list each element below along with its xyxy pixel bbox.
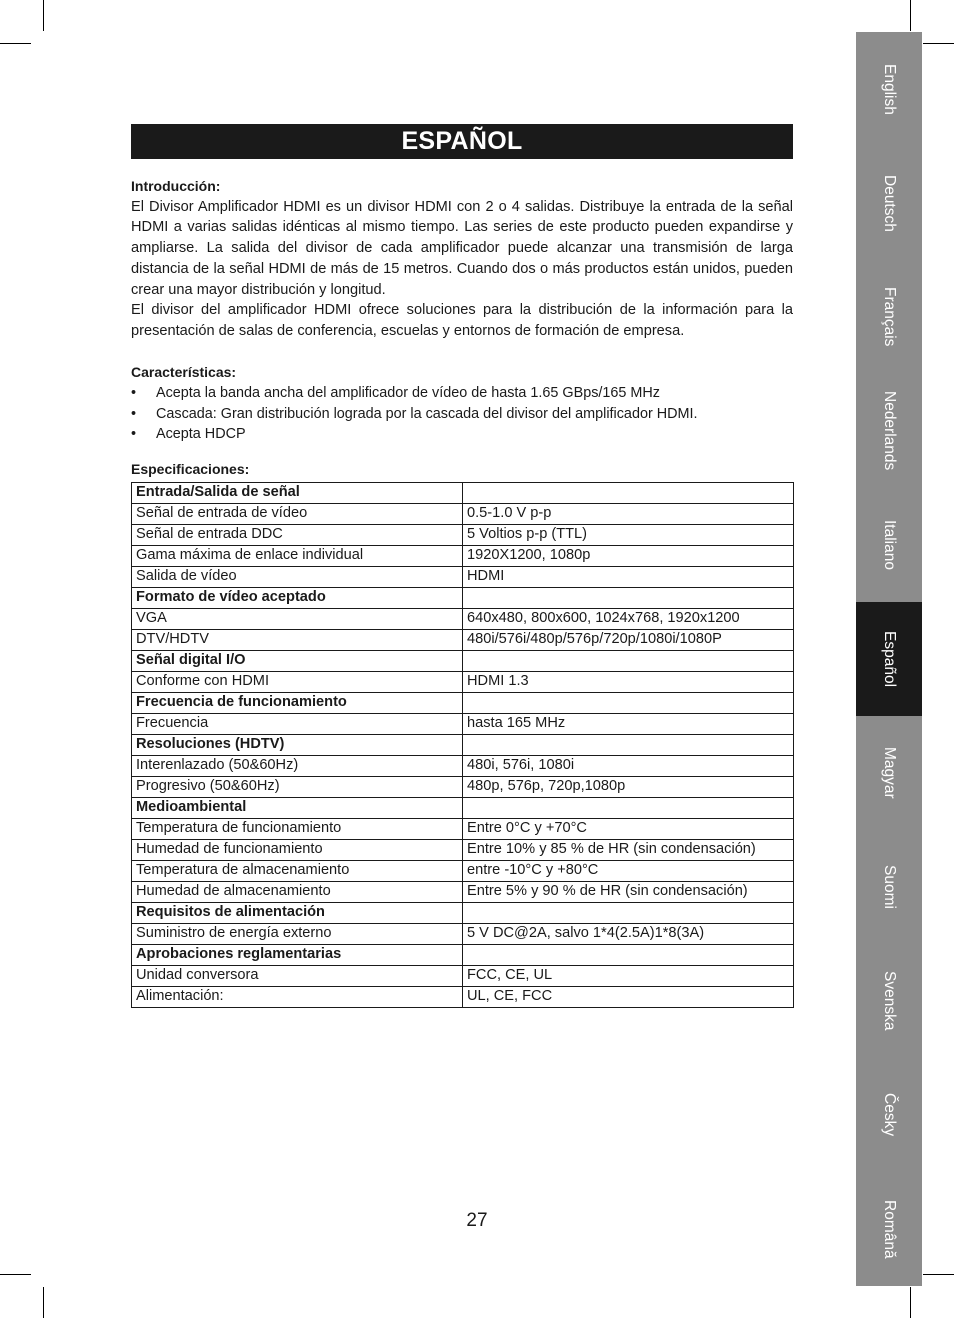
language-tab-label: Magyar bbox=[881, 747, 898, 799]
spec-value-cell bbox=[463, 482, 794, 503]
spec-value-cell: UL, CE, FCC bbox=[463, 986, 794, 1007]
spec-label-cell: Resoluciones (HDTV) bbox=[132, 734, 463, 755]
table-row bbox=[132, 503, 794, 524]
spec-label-cell: Aprobaciones reglamentarias bbox=[132, 944, 463, 965]
crop-mark bbox=[923, 1274, 954, 1275]
language-tab-label: Svenska bbox=[881, 971, 898, 1031]
main-content bbox=[131, 176, 793, 1008]
table-row bbox=[132, 776, 794, 797]
spec-value-cell: HDMI 1.3 bbox=[463, 671, 794, 692]
spec-value-cell: 1920X1200, 1080p bbox=[463, 545, 794, 566]
specs-heading: Especificaciones: bbox=[131, 461, 250, 478]
table-row bbox=[132, 566, 794, 587]
language-tab-suomi[interactable] bbox=[856, 830, 922, 944]
spec-label-cell: VGA bbox=[132, 608, 463, 629]
language-tab-magyar[interactable] bbox=[856, 716, 922, 830]
crop-mark bbox=[0, 43, 31, 44]
language-tab-français[interactable] bbox=[856, 260, 922, 374]
language-tab-label: Français bbox=[881, 287, 898, 347]
intro-paragraph: El divisor del amplificador HDMI ofrece soluciones para la distribución de la información para la presentación de salas de conferencia, escuelas y entornos de formación de empresa. bbox=[131, 302, 793, 339]
features-heading: Características: bbox=[131, 364, 237, 381]
spec-label-cell: Salida de vídeo bbox=[132, 566, 463, 587]
spec-value-cell: 480p, 576p, 720p,1080p bbox=[463, 776, 794, 797]
table-row bbox=[132, 902, 794, 923]
intro-heading: Introducción: bbox=[131, 178, 221, 194]
crop-mark bbox=[910, 0, 911, 31]
language-tab-deutsch[interactable] bbox=[856, 146, 922, 260]
language-tab-nederlands[interactable] bbox=[856, 374, 922, 488]
spec-value-cell: Entre 10% y 85 % de HR (sin condensación) bbox=[463, 839, 794, 860]
list-item: • Acepta la banda ancha del amplificador de vídeo de hasta 1.65 GBps/165 MHz bbox=[131, 383, 793, 404]
table-row bbox=[132, 818, 794, 839]
spec-value-cell bbox=[463, 944, 794, 965]
spec-label-cell: Interenlazado (50&60Hz) bbox=[132, 755, 463, 776]
spec-label-cell: Unidad conversora bbox=[132, 965, 463, 986]
language-tab-svenska[interactable] bbox=[856, 944, 922, 1058]
spec-value-cell bbox=[463, 692, 794, 713]
table-row bbox=[132, 860, 794, 881]
spec-label-cell: Temperatura de almacenamiento bbox=[132, 860, 463, 881]
spec-value-cell: 5 V DC@2A, salvo 1*4(2.5A)1*8(3A) bbox=[463, 923, 794, 944]
spec-label-cell: Alimentación: bbox=[132, 986, 463, 1007]
spec-value-cell: Entre 0°C y +70°C bbox=[463, 818, 794, 839]
spec-value-cell: entre -10°C y +80°C bbox=[463, 860, 794, 881]
spec-label-cell: Suministro de energía externo bbox=[132, 923, 463, 944]
spec-label-cell: Humedad de almacenamiento bbox=[132, 881, 463, 902]
table-row bbox=[132, 692, 794, 713]
crop-mark bbox=[910, 1287, 911, 1318]
spec-label-cell: Frecuencia bbox=[132, 713, 463, 734]
language-tab-español[interactable] bbox=[856, 602, 922, 716]
intro-paragraph: El Divisor Amplificador HDMI es un divisor HDMI con 2 o 4 salidas. Distribuye la entrada de la señal HDMI a varias salidas idénticas al mismo tiempo. Las series de este producto pueden expandirse y ampliarse. La salida del divisor de cada amplificador puede alcanzar una transmisión de larga distancia de la señal HDMI de más de 15 metros. Cuando dos o más productos están unidos, pueden crear una mayor distribución y longitud. bbox=[131, 198, 793, 298]
spec-label-cell: Señal de entrada de vídeo bbox=[132, 503, 463, 524]
table-row bbox=[132, 629, 794, 650]
language-tab-label: Español bbox=[881, 630, 898, 687]
crop-mark bbox=[0, 1274, 31, 1275]
table-row bbox=[132, 545, 794, 566]
crop-mark bbox=[923, 43, 954, 44]
table-row bbox=[132, 839, 794, 860]
spec-label-cell: Señal digital I/O bbox=[132, 650, 463, 671]
language-tab-label: Română bbox=[881, 1199, 898, 1259]
table-row bbox=[132, 944, 794, 965]
table-row bbox=[132, 482, 794, 503]
spec-value-cell: FCC, CE, UL bbox=[463, 965, 794, 986]
spec-label-cell: Requisitos de alimentación bbox=[132, 902, 463, 923]
spec-value-cell: 480i, 576i, 1080i bbox=[463, 755, 794, 776]
language-tab-label: Italiano bbox=[881, 520, 898, 570]
table-row bbox=[132, 734, 794, 755]
table-row bbox=[132, 986, 794, 1007]
language-tab-česky[interactable] bbox=[856, 1058, 922, 1172]
spec-value-cell: 480i/576i/480p/576p/720p/1080i/1080P bbox=[463, 629, 794, 650]
table-row bbox=[132, 797, 794, 818]
spec-label-cell: Conforme con HDMI bbox=[132, 671, 463, 692]
spec-label-cell: Temperatura de funcionamiento bbox=[132, 818, 463, 839]
spec-label-cell: Progresivo (50&60Hz) bbox=[132, 776, 463, 797]
table-row bbox=[132, 608, 794, 629]
table-row bbox=[132, 755, 794, 776]
table-row bbox=[132, 587, 794, 608]
list-item: • Cascada: Gran distribución lograda por la cascada del divisor del amplificador HDMI. bbox=[131, 404, 793, 425]
section-banner: ESPAÑOL bbox=[131, 124, 793, 159]
table-row bbox=[132, 713, 794, 734]
spec-value-cell bbox=[463, 650, 794, 671]
table-row bbox=[132, 965, 794, 986]
list-item: • Acepta HDCP bbox=[131, 424, 793, 445]
spec-label-cell: Formato de vídeo aceptado bbox=[132, 587, 463, 608]
spec-value-cell bbox=[463, 797, 794, 818]
spec-label-cell: Gama máxima de enlace individual bbox=[132, 545, 463, 566]
spec-value-cell: 640x480, 800x600, 1024x768, 1920x1200 bbox=[463, 608, 794, 629]
table-row bbox=[132, 650, 794, 671]
spec-value-cell: Entre 5% y 90 % de HR (sin condensación) bbox=[463, 881, 794, 902]
language-tab-label: English bbox=[881, 63, 898, 115]
crop-mark bbox=[43, 1287, 44, 1318]
spec-value-cell: 0.5-1.0 V p-p bbox=[463, 503, 794, 524]
spec-value-cell: hasta 165 MHz bbox=[463, 713, 794, 734]
table-row bbox=[132, 671, 794, 692]
language-tab-label: Deutsch bbox=[881, 174, 898, 232]
specs-table bbox=[131, 482, 794, 1008]
spec-label-cell: Medioambiental bbox=[132, 797, 463, 818]
table-row bbox=[132, 881, 794, 902]
language-sidebar bbox=[856, 32, 922, 1286]
language-tab-english[interactable] bbox=[856, 32, 922, 146]
language-tab-label: Suomi bbox=[881, 865, 898, 909]
spec-label-cell: Señal de entrada DDC bbox=[132, 524, 463, 545]
table-row bbox=[132, 524, 794, 545]
spec-value-cell: HDMI bbox=[463, 566, 794, 587]
spec-label-cell: Entrada/Salida de señal bbox=[132, 482, 463, 503]
spec-label-cell: DTV/HDTV bbox=[132, 629, 463, 650]
spec-value-cell bbox=[463, 902, 794, 923]
spec-value-cell bbox=[463, 587, 794, 608]
features-list bbox=[131, 383, 793, 445]
table-row bbox=[132, 923, 794, 944]
spec-label-cell: Frecuencia de funcionamiento bbox=[132, 692, 463, 713]
spec-value-cell: 5 Voltios p-p (TTL) bbox=[463, 524, 794, 545]
spec-label-cell: Humedad de funcionamiento bbox=[132, 839, 463, 860]
page-number: 27 bbox=[466, 1210, 488, 1231]
language-tab-label: Česky bbox=[881, 1093, 898, 1137]
language-tab-label: Nederlands bbox=[881, 391, 898, 471]
spec-value-cell bbox=[463, 734, 794, 755]
language-tab-italiano[interactable] bbox=[856, 488, 922, 602]
crop-mark bbox=[43, 0, 44, 31]
